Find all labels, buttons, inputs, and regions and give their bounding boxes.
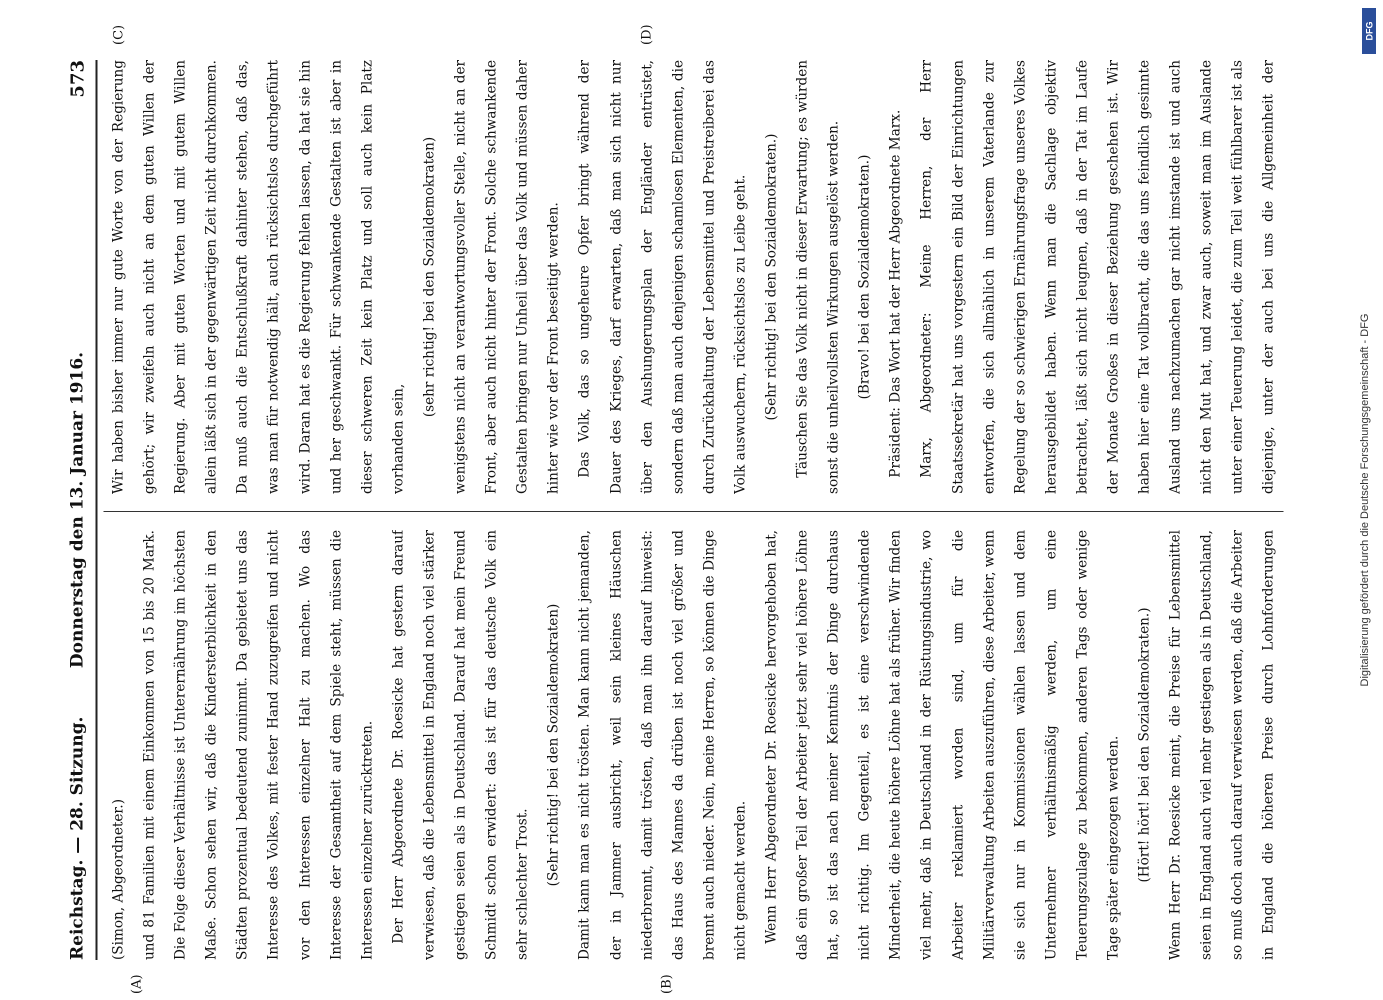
- left-text-column: [104, 530, 1284, 960]
- paragraph: und 81 Familien mit einem Einkommen von 15 bis 20 Mark. Die Folge dieser Verhältnisse ist Unterernährung im höchsten Maße. Schon sehen wir, daß die Kindersterblichkeit in den Städten prozentual bedeutend zunimmt. Da gebietet uns das Interesse des Volkes, mit fester Hand zuzugreifen und nicht vor den Interessen einzelner Halt zu machen. Wo das Interesse der Gesamtheit auf dem Spiele steht, müssen die Interessen einzelner zurücktreten.: [141, 530, 376, 960]
- margin-mark-b: (B): [659, 974, 675, 994]
- paragraph: (Simon, Abgeordneter.): [110, 798, 127, 960]
- paragraph: Der Herr Abgeordnete Dr. Roesicke hat gestern darauf verwiesen, daß die Lebensmittel in England noch viel stärker gestiegen seien als in Deutschland. Darauf hat mein Freund Schmidt schon erwidert: das ist für das deutsche Volk ein sehr schlechter Trost.: [390, 530, 531, 960]
- paragraph: Präsident: Das Wort hat der Herr Abgeordnete Marx.: [887, 109, 904, 478]
- paragraph: Damit kann man es nicht trösten. Man kann nicht jemanden, der in Jammer ausbricht, weil sein kleines Häuschen niederbrennt, damit trösten, daß man ihn darauf hinweist: das Haus des Mannes da drüben ist noch viel größer und brennt auch nieder. Nein, meine Herren, so können die Dinge nicht gemacht werden.: [576, 530, 749, 960]
- paragraph: Täuschen Sie das Volk nicht in dieser Erwartung; es würden sonst die unheilvollsten Wirkungen ausgelöst werden.: [794, 60, 842, 494]
- header-rule: [96, 60, 98, 960]
- paragraph: Wenn Herr Abgeordneter Dr. Roesicke hervorgehoben hat, daß ein großer Teil der Arbeiter jetzt sehr viel höhere Löhne hat, so ist das nach meiner Kenntnis der Dinge durchaus nicht richtig. Im Gegenteil, es ist eine verschwindende Minderheit, die heute höhere Löhne hat als früher. Wir finden viel mehr, daß in Deutschland in der Rüstungsindustrie, wo Arbeiter reklamiert worden sind, um für die Militärverwaltung Arbeiten auszuführen, diese Arbeiter, wenn sie sich nur in Kommissionen wählen lassen und dem Unternehmer verhältnismäßig werden, um eine Teuerungszulage zu bekommen, anderen Tags oder wenige Tage später eingezogen werden.: [763, 530, 1122, 960]
- paragraph: Marx, Abgeordneter: Meine Herren, der Herr Staatssekretär hat uns vorgestern ein Bild der Einrichtungen entworfen, die sich allmählich in unserem Vaterlande zur Regelung der so schwierigen Ernährungsfrage unseres Volkes herausgebildet haben. Wenn man die Sachlage objektiv betrachtet, läßt sich nicht leugnen, daß in der Tat im Laufe der Monate Großes in dieser Beziehung geschehen ist. Wir haben hier eine Tat vollbracht, die das uns feindlich gesinnte Ausland uns nachzumachen gar nicht imstande ist und auch nicht den Mut hat, und zwar auch, soweit man im Auslande unter einer Teuerung leidet, die zum Teil weit fühlbarer ist als diejenige, unter der auch bei uns die Allgemeinheit der: [918, 60, 1277, 494]
- paragraph: Das Volk, das so ungeheure Opfer bringt während der Dauer des Krieges, darf erwarten, daß man sich nicht nur über den Aushungerungsplan der Engländer entrüstet, sondern daß man auch denjenigen schamlosen Elementen, die durch Zurückhaltung der Lebensmittel und Preistreiberei das Volk auswuchern, rücksichtslos zu Leibe geht.: [576, 60, 749, 494]
- paragraph: (Sehr richtig! bei den Sozialdemokraten): [545, 603, 562, 887]
- dfg-logo: DFG: [1362, 8, 1376, 54]
- paragraph: (Sehr richtig! bei den Sozialdemokraten.): [763, 133, 780, 421]
- paragraph: Wir haben bisher immer nur gute Worte von der Regierung gehört; wir zweifeln auch nicht an dem guten Willen der Regierung. Aber mit guten Worten und mit gutem Willen allein läßt sich in der gegenwärtigen Zeit nicht durchkommen. Da muß auch die Entschlußkraft dahinter stehen, daß das, was man für notwendig hält, auch rücksichtslos durchgeführt wird. Daran hat es die Regierung fehlen lassen, da hat sie hin und her geschwankt. Für schwankende Gestalten ist aber in dieser schweren Zeit kein Platz und soll auch kein Platz vorhanden sein,: [110, 60, 407, 494]
- paragraph: (sehr richtig! bei den Sozialdemokraten): [421, 136, 438, 418]
- page-number: 573: [67, 60, 89, 98]
- header-session: Reichstag. — 28. Sitzung.: [67, 716, 88, 960]
- digitization-footer: Digitalisierung gefördert durch die Deutsche Forschungsgemeinschaft - DFG: [1359, 313, 1371, 687]
- running-header: [68, 60, 92, 960]
- paragraph: wenigstens nicht an verantwortungsvoller Stelle, nicht an der Front, aber auch nicht hinter der Front. Solche schwankende Gestalten bringen nur Unheil über das Volk und müssen daher hinter wie vor der Front beseitigt werden.: [452, 60, 562, 494]
- paragraph: (Bravo! bei den Sozialdemokraten.): [856, 154, 873, 400]
- margin-mark-c: (C): [111, 24, 127, 45]
- paragraph: Wenn Herr Dr. Roesicke meint, die Preise für Lebensmittel seien in England auch viel mehr gestiegen als in Deutschland, so muß doch auch darauf verwiesen werden, daß die Arbeiter in England die höheren Preise durch Lohnforderungen: [1167, 530, 1277, 960]
- column-divider: [104, 511, 1284, 512]
- margin-mark-a: (A): [129, 974, 145, 994]
- margin-mark-d: (D): [639, 24, 655, 45]
- header-date: Donnerstag den 13. Januar 1916.: [67, 351, 88, 669]
- right-text-column: [104, 60, 1284, 494]
- paragraph: (Hört! hört! bei den Sozialdemokraten.): [1136, 607, 1153, 883]
